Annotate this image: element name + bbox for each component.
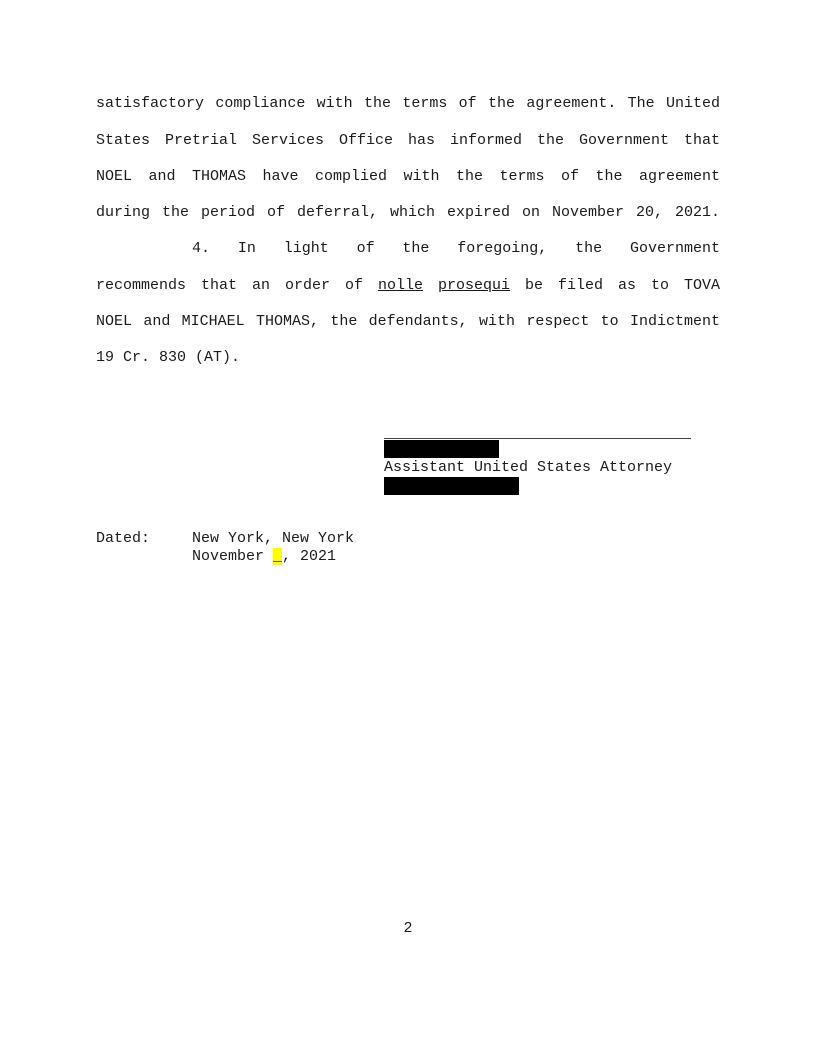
- redacted-signer-contact: [384, 477, 519, 495]
- paragraph-4-line-3: NOEL and MICHAEL THOMAS, the defendants, with respect to Indictment: [96, 313, 720, 330]
- date-day-blank: _: [273, 548, 283, 565]
- body-line-1: satisfactory compliance with the terms of the agreement. The United: [96, 95, 720, 112]
- term-prosequi: prosequi: [438, 277, 511, 294]
- body-line-3: NOEL and THOMAS have complied with the terms of the agreement: [96, 168, 720, 185]
- paragraph-number: 4.: [192, 240, 211, 257]
- paragraph-4-line-2-before: recommends that an order of: [96, 277, 363, 294]
- signer-title: Assistant United States Attorney: [384, 459, 673, 476]
- paragraph-4-line-2: [96, 277, 720, 295]
- dated-place: New York, New York: [192, 530, 355, 547]
- term-nolle: nolle: [377, 277, 423, 294]
- paragraph-4-line-4: 19 Cr. 830 (AT).: [96, 349, 241, 366]
- paragraph-4-line-1-content: [192, 240, 720, 258]
- dated-label: Dated:: [96, 530, 151, 547]
- paragraph-4-line-1-text: In light of the foregoing, the Government: [237, 240, 720, 257]
- redacted-signer-name: [384, 440, 499, 458]
- body-line-4: during the period of deferral, which expired on November 20, 2021.: [96, 204, 720, 221]
- date-suffix: , 2021: [282, 548, 337, 565]
- dated-date: [192, 548, 336, 566]
- paragraph-4-line-1: [96, 240, 720, 258]
- body-line-2: States Pretrial Services Office has informed the Government that: [96, 132, 720, 149]
- date-prefix: November: [192, 548, 274, 565]
- paragraph-4-line-2-after: be filed as to TOVA: [525, 277, 720, 294]
- signature-line: [384, 438, 691, 439]
- page-number: 2: [403, 920, 413, 937]
